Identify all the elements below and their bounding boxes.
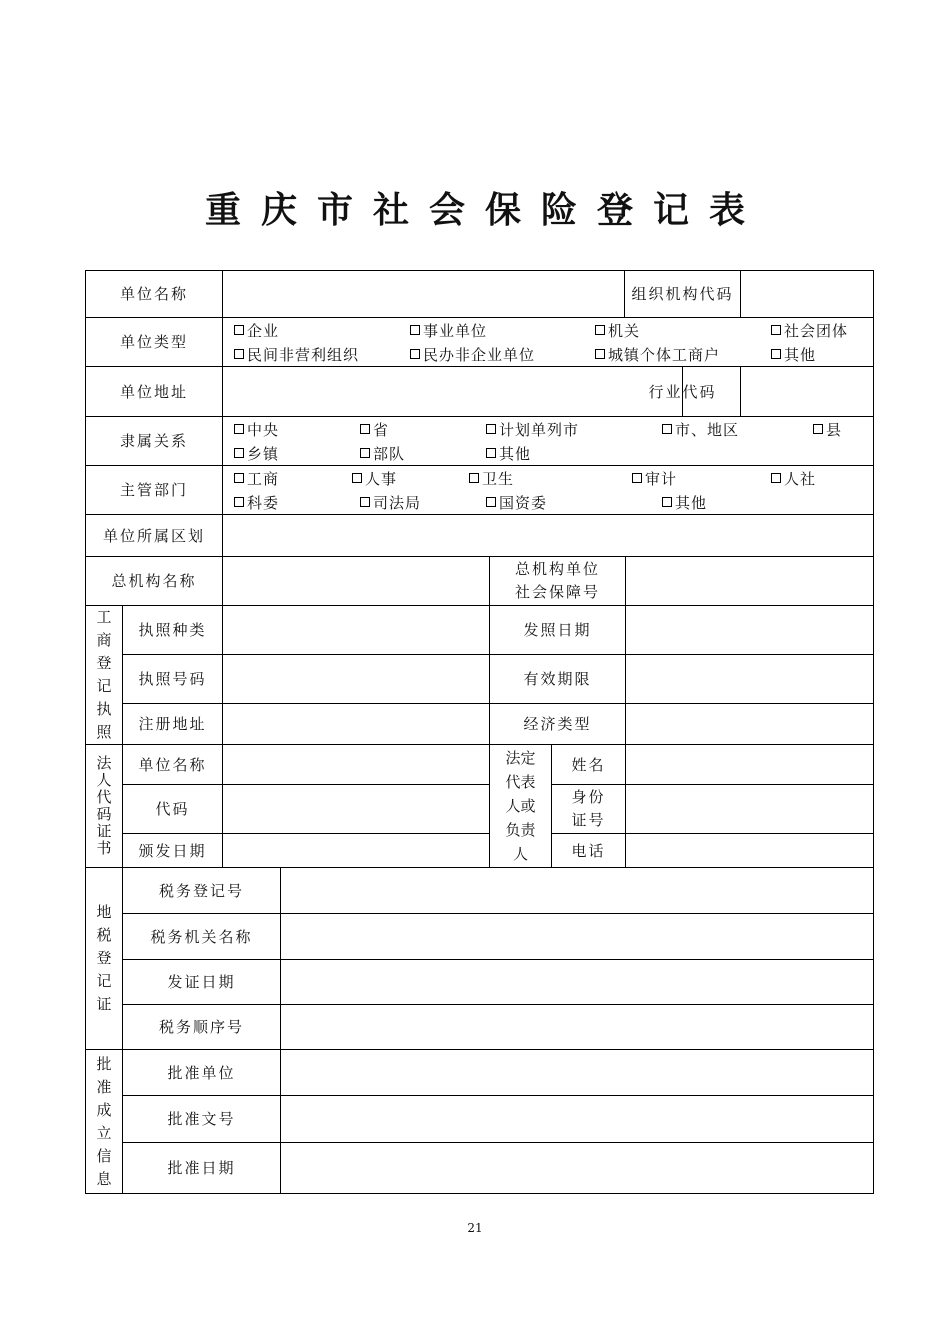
org-code-field[interactable] — [741, 271, 873, 318]
vertical-char: 码 — [96, 805, 112, 823]
vertical-text-line: 人或 — [505, 797, 536, 815]
unit-address-label: 单位地址 — [86, 367, 223, 417]
industry-code-field[interactable] — [741, 367, 873, 417]
approve-unit-field[interactable] — [281, 1050, 873, 1096]
option-label: 省 — [373, 421, 390, 439]
tax-seq-field[interactable] — [281, 1005, 873, 1050]
vertical-char: 法 — [96, 754, 112, 772]
vertical-char: 执 — [96, 700, 112, 718]
cert-issue-date-label: 颁发日期 — [123, 834, 223, 868]
option-label: 城镇个体工商户 — [608, 346, 721, 364]
option-label: 工商 — [247, 470, 280, 488]
reg-address-field[interactable] — [223, 704, 490, 745]
vertical-char: 代 — [96, 788, 112, 806]
econ-type-field[interactable] — [626, 704, 873, 745]
supervisor-options — [223, 466, 873, 515]
empty-checkbox-icon[interactable] — [771, 325, 781, 335]
unit-name-label: 单位名称 — [86, 271, 223, 318]
vertical-char: 息 — [96, 1169, 112, 1188]
unit-name-field[interactable] — [223, 271, 625, 318]
vertical-char: 证 — [96, 822, 112, 840]
vertical-text-line: 人 — [512, 845, 528, 863]
empty-checkbox-icon[interactable] — [595, 325, 605, 335]
unit-type-options — [223, 318, 873, 367]
rep-id-field[interactable] — [626, 785, 873, 834]
empty-checkbox-icon[interactable] — [234, 424, 244, 434]
rep-name-label: 姓名 — [552, 745, 626, 785]
option-label: 企业 — [247, 322, 280, 340]
option-township[interactable] — [234, 443, 279, 464]
option-label: 审计 — [645, 470, 678, 488]
econ-type-label: 经济类型 — [490, 704, 626, 745]
approve-doc-label: 批准文号 — [123, 1096, 281, 1143]
vertical-char: 税 — [96, 926, 112, 944]
empty-checkbox-icon[interactable] — [771, 349, 781, 359]
vertical-char: 商 — [96, 631, 112, 649]
option-label: 民间非营利组织 — [247, 346, 360, 364]
option-label: 市、地区 — [675, 421, 740, 439]
tax-reg-no-field[interactable] — [281, 868, 873, 914]
option-label: 其他 — [675, 494, 708, 512]
hq-ssn-label-line: 社会保障号 — [514, 583, 600, 601]
empty-checkbox-icon[interactable] — [486, 448, 496, 458]
approve-unit-label: 批准单位 — [123, 1050, 281, 1096]
option-individual-business[interactable] — [595, 344, 720, 365]
option-label: 县 — [826, 421, 843, 439]
industry-code-label: 行业代码 — [625, 367, 741, 417]
affiliation-label: 隶属关系 — [86, 417, 223, 466]
option-personnel[interactable] — [352, 468, 397, 489]
code-label: 代码 — [123, 785, 223, 834]
rep-phone-field[interactable] — [626, 834, 873, 868]
vertical-char: 立 — [96, 1123, 112, 1142]
option-central[interactable] — [234, 419, 279, 440]
option-label: 其他 — [784, 346, 817, 364]
vertical-char: 准 — [96, 1077, 112, 1096]
option-public-institution[interactable] — [410, 320, 487, 341]
empty-checkbox-icon[interactable] — [632, 473, 642, 483]
tax-reg-group-label — [86, 868, 123, 1050]
option-label: 中央 — [247, 421, 280, 439]
empty-checkbox-icon[interactable] — [234, 349, 244, 359]
unit-type-label: 单位类型 — [86, 318, 223, 367]
unit-address-field[interactable] — [223, 367, 683, 417]
rep-id-label-line: 证号 — [571, 811, 606, 829]
option-audit[interactable] — [632, 468, 677, 489]
vertical-char: 信 — [96, 1146, 112, 1165]
option-commerce[interactable] — [234, 468, 279, 489]
vertical-char: 成 — [96, 1100, 112, 1119]
option-label: 卫生 — [482, 470, 515, 488]
hq-ssn-field[interactable] — [626, 557, 873, 606]
valid-period-label: 有效期限 — [490, 655, 626, 704]
org-code-label: 组织机构代码 — [625, 271, 741, 318]
option-label: 乡镇 — [247, 445, 280, 463]
empty-checkbox-icon[interactable] — [662, 424, 672, 434]
form-title: 重庆市社会保险登记表 — [204, 190, 765, 231]
hq-ssn-label — [490, 557, 626, 606]
valid-period-field[interactable] — [626, 655, 873, 704]
option-label: 国资委 — [499, 494, 548, 512]
district-label: 单位所属区划 — [86, 515, 223, 557]
option-sasac[interactable] — [486, 492, 547, 513]
hq-name-label: 总机构名称 — [86, 557, 223, 606]
option-label: 民办非企业单位 — [423, 346, 536, 364]
vertical-char: 人 — [96, 771, 112, 789]
option-nonprofit[interactable] — [234, 344, 359, 365]
option-label: 人事 — [365, 470, 398, 488]
tax-office-field[interactable] — [281, 914, 873, 960]
license-no-label: 执照号码 — [123, 655, 223, 704]
vertical-text-line: 法定 — [505, 749, 536, 767]
empty-checkbox-icon[interactable] — [352, 473, 362, 483]
empty-checkbox-icon[interactable] — [486, 497, 496, 507]
empty-checkbox-icon[interactable] — [410, 325, 420, 335]
license-type-label: 执照种类 — [123, 606, 223, 655]
reg-address-label: 注册地址 — [123, 704, 223, 745]
approve-date-label: 批准日期 — [123, 1143, 281, 1193]
issue-date-field[interactable] — [626, 606, 873, 655]
cert-issue-date-field[interactable] — [223, 834, 490, 868]
option-label: 事业单位 — [423, 322, 488, 340]
vertical-char: 照 — [96, 723, 112, 741]
vertical-char: 证 — [96, 995, 112, 1013]
option-enterprise[interactable] — [234, 320, 279, 341]
empty-checkbox-icon[interactable] — [234, 448, 244, 458]
rep-name-field[interactable] — [626, 745, 873, 785]
legal-rep-group-label — [490, 745, 552, 868]
option-label: 其他 — [499, 445, 532, 463]
option-justice[interactable] — [360, 492, 421, 513]
option-military[interactable] — [360, 443, 405, 464]
vertical-char: 批 — [96, 1054, 112, 1073]
tax-reg-no-label: 税务登记号 — [123, 868, 281, 914]
tax-seq-label: 税务顺序号 — [123, 1005, 281, 1050]
option-county[interactable] — [813, 419, 842, 440]
rep-id-label-line: 身份 — [571, 788, 606, 806]
rep-id-label — [552, 785, 626, 834]
vertical-char: 登 — [96, 654, 112, 672]
empty-checkbox-icon[interactable] — [234, 497, 244, 507]
registration-form-table — [85, 270, 874, 1194]
hq-name-field[interactable] — [223, 557, 490, 606]
vertical-char: 工 — [96, 608, 112, 626]
issue-date-label: 发照日期 — [490, 606, 626, 655]
legal-unit-name-label: 单位名称 — [123, 745, 223, 785]
vertical-char: 记 — [96, 972, 112, 990]
option-label: 科委 — [247, 494, 280, 512]
license-type-field[interactable] — [223, 606, 490, 655]
empty-checkbox-icon[interactable] — [469, 473, 479, 483]
affiliation-options — [223, 417, 873, 466]
approve-doc-field[interactable] — [281, 1096, 873, 1143]
supervisor-label: 主管部门 — [86, 466, 223, 515]
option-city-region[interactable] — [662, 419, 739, 440]
empty-checkbox-icon[interactable] — [360, 448, 370, 458]
option-label: 人社 — [784, 470, 817, 488]
option-label: 计划单列市 — [499, 421, 580, 439]
vertical-char: 书 — [96, 839, 112, 857]
approve-date-field[interactable] — [281, 1143, 873, 1193]
empty-checkbox-icon[interactable] — [662, 497, 672, 507]
option-planned-city[interactable] — [486, 419, 579, 440]
option-other[interactable] — [662, 492, 707, 513]
option-hrss[interactable] — [771, 468, 816, 489]
empty-checkbox-icon[interactable] — [486, 424, 496, 434]
option-government-agency[interactable] — [595, 320, 640, 341]
empty-checkbox-icon[interactable] — [595, 349, 605, 359]
legal-cert-group-label — [86, 745, 123, 868]
empty-checkbox-icon[interactable] — [410, 349, 420, 359]
option-province[interactable] — [360, 419, 389, 440]
hq-ssn-label-line: 总机构单位 — [514, 560, 600, 578]
rep-phone-label: 电话 — [552, 834, 626, 868]
option-sci-tech[interactable] — [234, 492, 279, 513]
biz-license-group-label — [86, 606, 123, 745]
cert-date-label: 发证日期 — [123, 960, 281, 1005]
option-private-nonenterprise[interactable] — [410, 344, 535, 365]
vertical-text-line: 代表 — [505, 773, 536, 791]
option-other[interactable] — [486, 443, 531, 464]
legal-unit-name-field[interactable] — [223, 745, 490, 785]
approval-group-label — [86, 1050, 123, 1193]
page-number: 21 — [467, 1221, 483, 1235]
empty-checkbox-icon[interactable] — [771, 473, 781, 483]
empty-checkbox-icon[interactable] — [813, 424, 823, 434]
empty-checkbox-icon[interactable] — [234, 473, 244, 483]
license-no-field[interactable] — [223, 655, 490, 704]
option-social-group[interactable] — [771, 320, 848, 341]
option-other[interactable] — [771, 344, 816, 365]
option-health[interactable] — [469, 468, 514, 489]
cert-date-field[interactable] — [281, 960, 873, 1005]
option-label: 司法局 — [373, 494, 422, 512]
code-field[interactable] — [223, 785, 490, 834]
tax-office-label: 税务机关名称 — [123, 914, 281, 960]
option-label: 社会团体 — [784, 322, 849, 340]
vertical-text-line: 负责 — [505, 821, 536, 839]
empty-checkbox-icon[interactable] — [234, 325, 244, 335]
empty-checkbox-icon[interactable] — [360, 424, 370, 434]
option-label: 机关 — [608, 322, 641, 340]
vertical-char: 地 — [96, 903, 112, 921]
district-field[interactable] — [223, 515, 873, 557]
empty-checkbox-icon[interactable] — [360, 497, 370, 507]
option-label: 部队 — [373, 445, 406, 463]
vertical-char: 登 — [96, 949, 112, 967]
vertical-char: 记 — [96, 677, 112, 695]
